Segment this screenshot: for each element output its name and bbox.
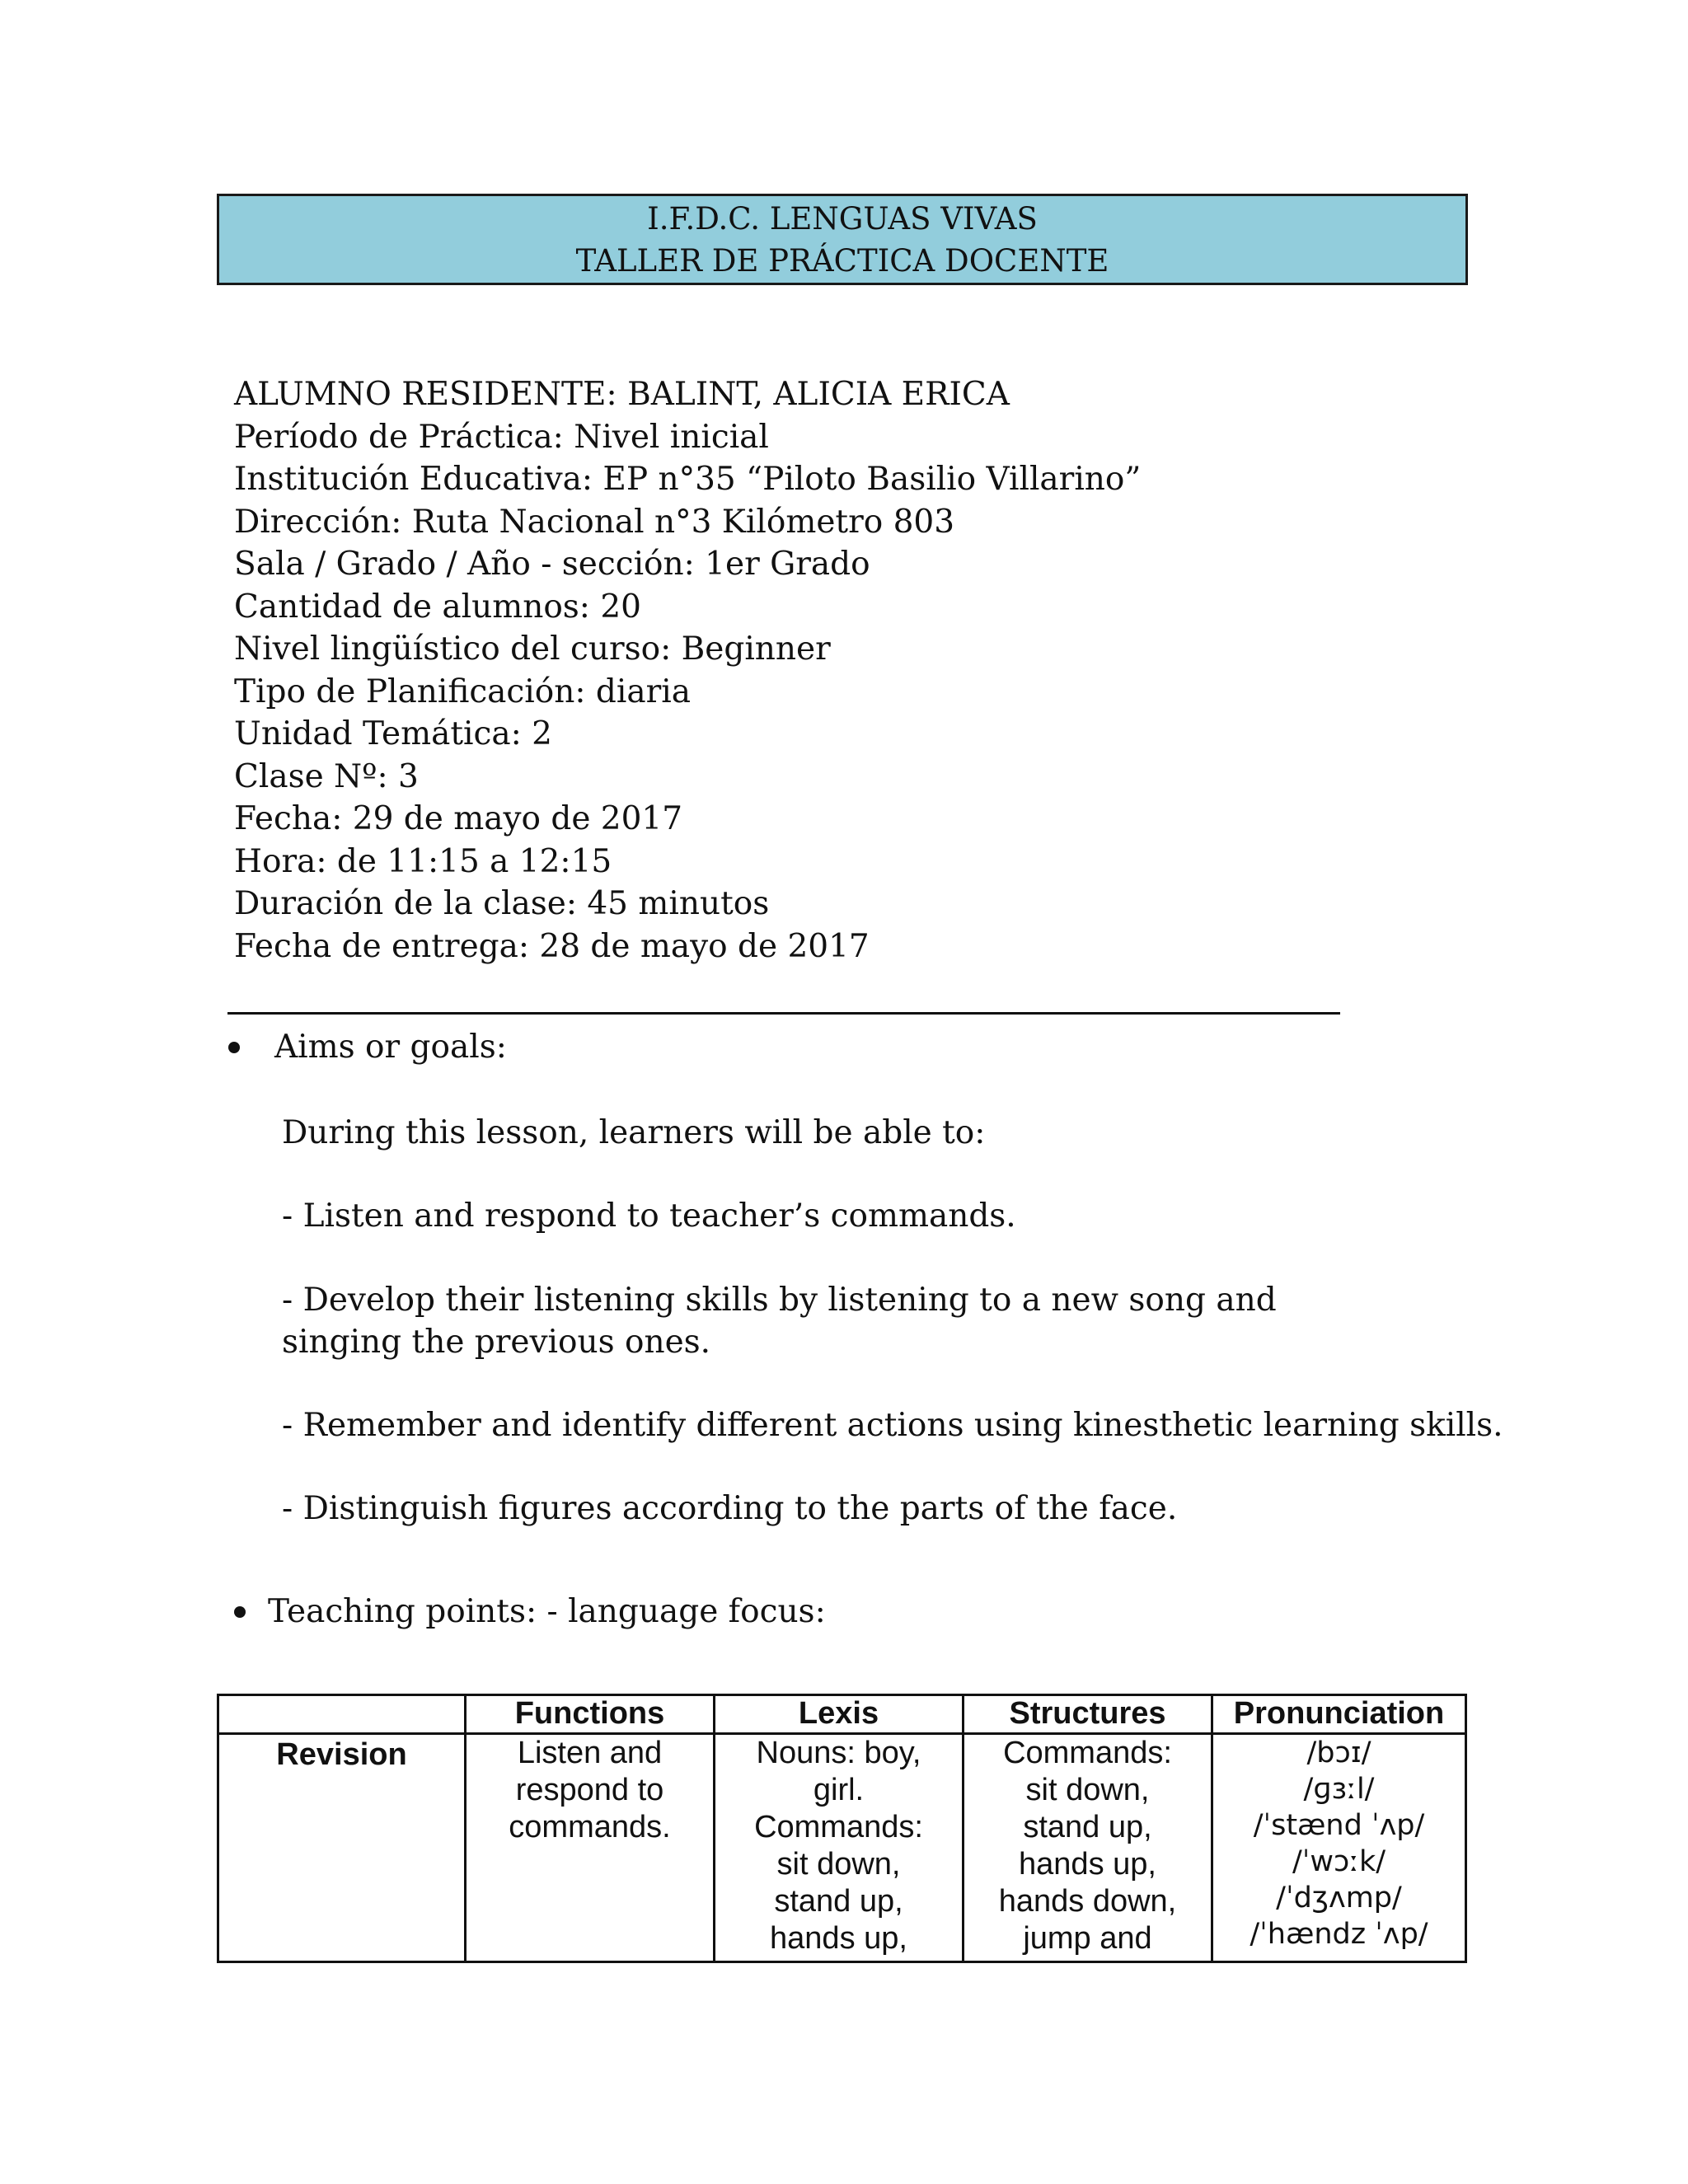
cell-line: /ɡɜːl/ [1303, 1773, 1375, 1806]
info-line: Hora: de 11:15 a 12:15 [234, 842, 612, 880]
cell-line: Nouns: boy, [756, 1736, 921, 1770]
cell-line: respond to [515, 1773, 664, 1807]
horizontal-divider [227, 1012, 1340, 1015]
cell-line: stand up, [1023, 1810, 1152, 1844]
info-line: Unidad Temática: 2 [234, 715, 552, 752]
info-line: Nivel lingüístico del curso: Beginner [234, 630, 831, 668]
info-line: Período de Práctica: Nivel inicial [234, 418, 769, 456]
aims-heading: Aims or goals: [274, 1029, 507, 1066]
cell-line: /bɔɪ/ [1306, 1736, 1372, 1769]
cell-line: Commands: [754, 1810, 923, 1844]
aims-intro: During this lesson, learners will be able to: [282, 1114, 986, 1151]
info-block [234, 373, 1141, 968]
language-focus-table [217, 1694, 1467, 1963]
aim-item: - Remember and identify different actions using kinesthetic learning skills. [282, 1407, 1503, 1444]
info-line: Duración de la clase: 45 minutos [234, 885, 770, 922]
header-structures: Structures [964, 1695, 1212, 1734]
title-box [217, 194, 1468, 285]
info-line: Cantidad de alumnos: 20 [234, 588, 641, 626]
cell-line: /ˈhændz ˈʌp/ [1250, 1918, 1428, 1951]
cell-line: /ˈwɔːk/ [1292, 1845, 1386, 1878]
cell-pronunciation [1212, 1734, 1466, 1962]
cell-line: hands up, [1019, 1847, 1156, 1882]
info-line: Fecha de entrega: 28 de mayo de 2017 [234, 927, 870, 965]
bullet-icon [228, 1042, 240, 1053]
header-functions: Functions [466, 1695, 715, 1734]
info-line: Fecha: 29 de mayo de 2017 [234, 800, 683, 837]
info-line: Clase Nº: 3 [234, 757, 419, 795]
info-line: ALUMNO RESIDENTE: BALINT, ALICIA ERICA [234, 376, 1010, 413]
row-label-revision: Revision [218, 1734, 466, 1962]
cell-line: /ˈdʒʌmp/ [1276, 1882, 1402, 1915]
table-row [218, 1734, 1466, 1962]
info-line: Sala / Grado / Año - sección: 1er Grado [234, 546, 870, 583]
info-line: Tipo de Planificación: diaria [234, 673, 691, 710]
teaching-points-heading: Teaching points: - language focus: [268, 1593, 826, 1630]
course-title: TALLER DE PRÁCTICA DOCENTE [575, 242, 1109, 279]
cell-line: hands up, [770, 1921, 907, 1956]
table-header-row [218, 1695, 1466, 1734]
info-line: Dirección: Ruta Nacional n°3 Kilómetro 803 [234, 503, 955, 541]
aim-item: - Listen and respond to teacher’s commands. [282, 1197, 1016, 1235]
header-lexis: Lexis [715, 1695, 964, 1734]
cell-lexis [715, 1734, 964, 1962]
aim-item: - Distinguish figures according to the parts of the face. [282, 1490, 1178, 1527]
cell-line: Listen and [517, 1736, 663, 1770]
cell-line: sit down, [776, 1847, 901, 1882]
cell-line: /ˈstænd ˈʌp/ [1253, 1809, 1425, 1842]
cell-structures [964, 1734, 1212, 1962]
institution-title: I.F.D.C. LENGUAS VIVAS [647, 200, 1038, 237]
info-line: Institución Educativa: EP n°35 “Piloto Basilio Villarino” [234, 461, 1142, 498]
cell-line: hands down, [998, 1884, 1177, 1919]
cell-functions [466, 1734, 715, 1962]
bullet-icon [234, 1606, 246, 1618]
header-cell-empty [218, 1695, 466, 1734]
cell-line: stand up, [774, 1884, 903, 1919]
cell-line: Commands: [1003, 1736, 1172, 1770]
cell-line: commands. [509, 1810, 671, 1844]
aim-item: - Develop their listening skills by listening to a new song and singing the previous ones. [282, 1282, 1277, 1361]
cell-line: sit down, [1025, 1773, 1150, 1807]
cell-line: jump and [1023, 1921, 1152, 1956]
cell-line: girl. [813, 1773, 865, 1807]
header-pronunciation: Pronunciation [1212, 1695, 1466, 1734]
